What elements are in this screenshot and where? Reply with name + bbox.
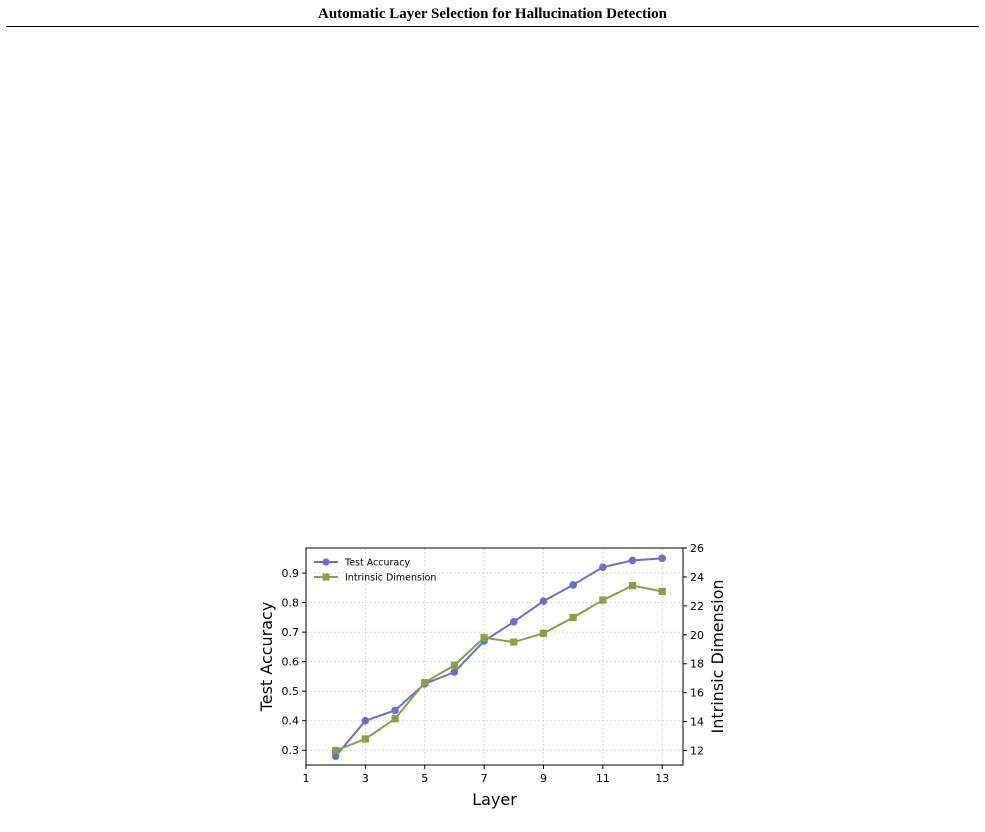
data-point-square (421, 679, 428, 686)
y-left-tick-label: 0.8 (281, 596, 299, 610)
y-left-tick-label: 0.7 (281, 626, 299, 640)
y-right-tick-label: 26 (690, 542, 704, 555)
x-tick-label: 5 (421, 772, 429, 785)
data-point-circle (658, 555, 666, 563)
x-axis-label: Layer (472, 790, 517, 809)
data-point-square (332, 747, 339, 754)
data-point-square (391, 715, 398, 722)
y-right-tick-label: 20 (690, 628, 704, 642)
data-point-square (570, 614, 577, 621)
y-left-tick-label: 0.6 (281, 655, 299, 669)
data-point-square (510, 638, 517, 645)
y-right-tick-label: 14 (690, 715, 704, 729)
header-rule (6, 26, 979, 27)
dual-axis-line-chart (250, 538, 750, 818)
x-tick-label: 7 (480, 772, 488, 785)
data-point-square (599, 596, 606, 603)
chart-legend (314, 558, 436, 584)
figure-caption (0, 818, 985, 832)
data-point-square (362, 735, 369, 742)
data-point-square (629, 582, 636, 589)
y-right-axis-label: Intrinsic Dimension (708, 579, 727, 734)
y-right-tick-label: 22 (690, 599, 704, 613)
series-line (336, 586, 663, 751)
data-point-circle (451, 668, 459, 676)
y-left-tick-label: 0.5 (281, 685, 299, 699)
x-tick-label: 11 (595, 772, 610, 785)
data-point-circle (569, 581, 577, 589)
data-point-circle (391, 707, 399, 715)
y-left-tick-label: 0.3 (281, 744, 299, 758)
legend-marker-circle (322, 558, 329, 565)
data-point-circle (540, 597, 548, 605)
x-tick-label: 13 (655, 772, 670, 785)
legend-label: Intrinsic Dimension (345, 572, 437, 584)
data-point-circle (362, 717, 370, 725)
data-point-square (659, 588, 666, 595)
data-point-circle (510, 618, 518, 626)
x-tick-label: 1 (302, 772, 310, 785)
y-right-tick-label: 18 (690, 657, 704, 671)
running-header: Automatic Layer Selection for Hallucination Detection (318, 6, 667, 22)
data-point-circle (599, 563, 607, 571)
data-point-square (540, 630, 547, 637)
legend-marker-square (323, 574, 330, 581)
y-left-tick-label: 0.4 (281, 714, 299, 728)
y-right-tick-label: 16 (690, 686, 704, 700)
x-tick-label: 3 (361, 772, 369, 785)
series-layer (332, 555, 666, 760)
legend-label: Test Accuracy (345, 557, 411, 569)
y-right-tick-label: 12 (690, 744, 704, 758)
data-point-circle (629, 557, 637, 565)
data-point-square (451, 662, 458, 669)
data-point-square (481, 634, 488, 641)
y-left-axis-label: Test Accuracy (257, 601, 276, 712)
y-right-tick-label: 24 (690, 570, 704, 584)
y-left-tick-label: 0.9 (281, 567, 299, 581)
x-tick-label: 9 (539, 772, 547, 785)
axes-layer (257, 542, 727, 809)
